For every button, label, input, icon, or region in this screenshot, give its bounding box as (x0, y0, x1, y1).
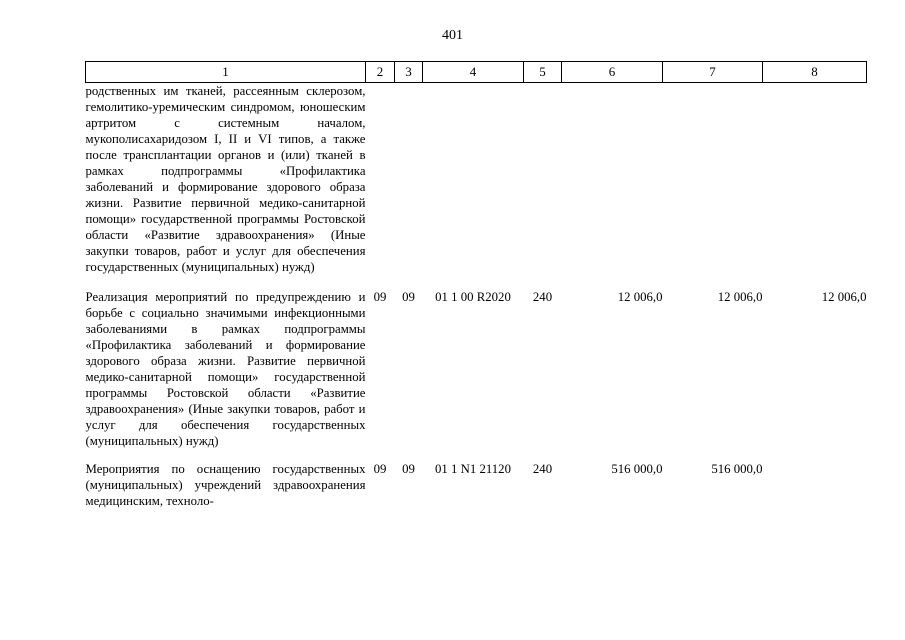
cell-expense-type: 240 (532, 462, 553, 476)
cell-amount-3: 12 006,0 (821, 290, 867, 304)
header-col-6: 6 (562, 62, 663, 83)
cell-amount-1: 516 000,0 (611, 462, 663, 476)
cell-amount-1: 12 006,0 (617, 290, 663, 304)
cell-subsection: 09 (402, 290, 415, 304)
cell-amount-2 (663, 83, 763, 290)
header-col-8: 8 (763, 62, 867, 83)
header-col-2: 2 (366, 62, 395, 83)
header-col-4: 4 (423, 62, 524, 83)
cell-expense-type (524, 83, 562, 290)
cell-amount-2: 516 000,0 (711, 462, 763, 476)
table-header-row (86, 62, 867, 83)
cell-target-article: 01 1 N1 21120 (435, 462, 511, 476)
cell-amount-3 (763, 83, 867, 290)
cell-subsection: 09 (402, 462, 415, 476)
cell-amount-3 (763, 461, 867, 509)
budget-table (85, 61, 867, 509)
header-col-3: 3 (395, 62, 423, 83)
header-col-7: 7 (663, 62, 763, 83)
cell-section: 09 (373, 290, 387, 304)
table-row (86, 289, 867, 461)
cell-subsection (395, 83, 423, 290)
cell-amount-2: 12 006,0 (717, 290, 763, 304)
row-description: Реализация мероприятий по предупреждению и борьбе с социально значимыми инфекционными заболеваниями в рамках подпрограммы «Профилактика заболеваний и формирование здорового образа жизни. Развитие первичной медико-санитарной помощи» государственной программы Ростовской области «Развитие здравоохранения» (Иные закупки товаров, работ и услуг для обеспечения государственных (муниципальных) нужд) (85, 290, 366, 448)
cell-amount-1 (562, 83, 663, 290)
table-row (86, 461, 867, 509)
header-col-5: 5 (524, 62, 562, 83)
header-col-1: 1 (86, 62, 366, 83)
row-description: родственных им тканей, рассеянным склерозом, гемолитико-уремическим синдромом, юношеским артритом с системным началом, мукополисахаридозом I, II и VI типов, а также после трансплантации органов и (или) тканей в рамках подпрограммы «Профилактика заболеваний и формирование здорового образа жизни. Развитие первичной медико-санитарной помощи» государственной программы Ростовской области «Развитие здравоохранения» (Иные закупки товаров, работ и услуг для обеспечения государственных (муниципальных) нужд) (85, 84, 366, 274)
page-number: 401 (442, 28, 463, 43)
cell-section: 09 (373, 462, 387, 476)
cell-target-article: 01 1 00 R2020 (435, 290, 511, 304)
cell-expense-type: 240 (532, 290, 553, 304)
table-row (86, 83, 867, 290)
cell-section (366, 83, 395, 290)
row-description: Мероприятия по оснащению государственных (муниципальных) учреждений здравоохранения медицинским, техноло- (85, 462, 366, 508)
cell-target-article (423, 83, 524, 290)
